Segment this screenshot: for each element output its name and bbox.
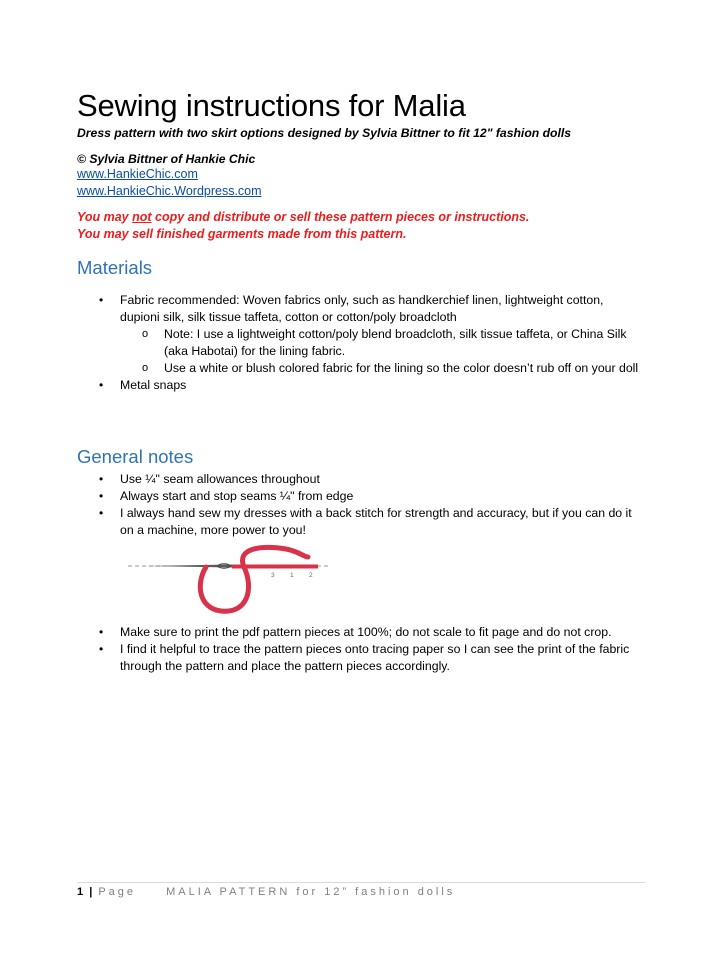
list-item: • Metal snaps (99, 378, 187, 392)
thread (200, 547, 308, 611)
materials-heading: Materials (77, 257, 153, 278)
general-notes-list (0, 471, 720, 539)
list-item: • I find it helpful to trace the pattern pieces onto tracing paper so I can see the print of the fabric through the pattern and place the pattern pieces accordingly. (99, 642, 630, 673)
circle-bullet-icon: o (142, 328, 149, 340)
stitch-label-1: 1 (290, 572, 294, 579)
bullet-icon: • (99, 472, 104, 486)
stitch-bar (232, 565, 318, 569)
page-word: Page (98, 886, 137, 898)
back-stitch-illustration (126, 543, 332, 615)
list-item: • Use ¼" seam allowances throughout (99, 472, 320, 486)
list-item: • Make sure to print the pdf pattern pieces at 100%; do not scale to fit page and do not crop. (99, 625, 612, 639)
list-item: • Fabric recommended: Woven fabrics only, such as handkerchief linen, lightweight cotton, dupioni silk, silk tissue taffeta, cotton or cotton/poly broadcloth o Note: I use a lightweight cotton/poly blend broadcloth, silk tissue taffeta, or China Silk (aka Habotai) for the lining fabric. o Use a white or blush colored fabric for the lining so the color doesn’t rub off on your doll (99, 293, 639, 375)
subtitle: Dress pattern with two skirt options designed by Sylvia Bittner to fit 12" fashion dolls (77, 126, 572, 140)
bullet-icon: • (99, 489, 104, 503)
warning-emphasis: not (132, 210, 152, 224)
footer-divider (77, 882, 645, 883)
footer-text: MALIA PATTERN for 12” fashion dolls (166, 886, 456, 898)
general-notes-list-continued (0, 624, 720, 675)
stitch-label-3: 3 (271, 572, 275, 579)
stitch-label-2: 2 (309, 572, 313, 579)
bullet-icon: • (99, 293, 104, 307)
bullet-icon: • (99, 378, 104, 392)
page-number: 1 (77, 886, 84, 898)
list-item: o Note: I use a lightweight cotton/poly blend broadcloth, silk tissue taffeta, or China Silk (aka Habotai) for the lining fabric. (142, 327, 627, 358)
link-wordpress[interactable]: www.HankieChic.Wordpress.com (77, 184, 262, 198)
warning-line-1: You may not copy and distribute or sell these pattern pieces or instructions. (77, 210, 530, 224)
sub-list (120, 326, 640, 377)
link-hankiechic[interactable]: www.HankieChic.com (77, 167, 198, 181)
footer-separator: | (89, 886, 93, 898)
copyright: © Sylvia Bittner of Hankie Chic (77, 152, 256, 166)
list-item: • Always start and stop seams ¼" from edge (99, 489, 354, 503)
materials-list (0, 292, 720, 394)
page-title: Sewing instructions for Malia (77, 88, 466, 123)
list-item: o Use a white or blush colored fabric for the lining so the color doesn’t rub off on your doll (142, 361, 639, 375)
general-notes-heading: General notes (77, 446, 194, 467)
page-footer (77, 886, 455, 898)
circle-bullet-icon: o (142, 362, 149, 374)
warning-line-2: You may sell finished garments made from this pattern. (77, 227, 407, 241)
list-item: • I always hand sew my dresses with a back stitch for strength and accuracy, but if you can do it on a machine, more power to you! (99, 506, 632, 537)
bullet-icon: • (99, 506, 104, 520)
bullet-icon: • (99, 642, 104, 656)
bullet-icon: • (99, 625, 104, 639)
